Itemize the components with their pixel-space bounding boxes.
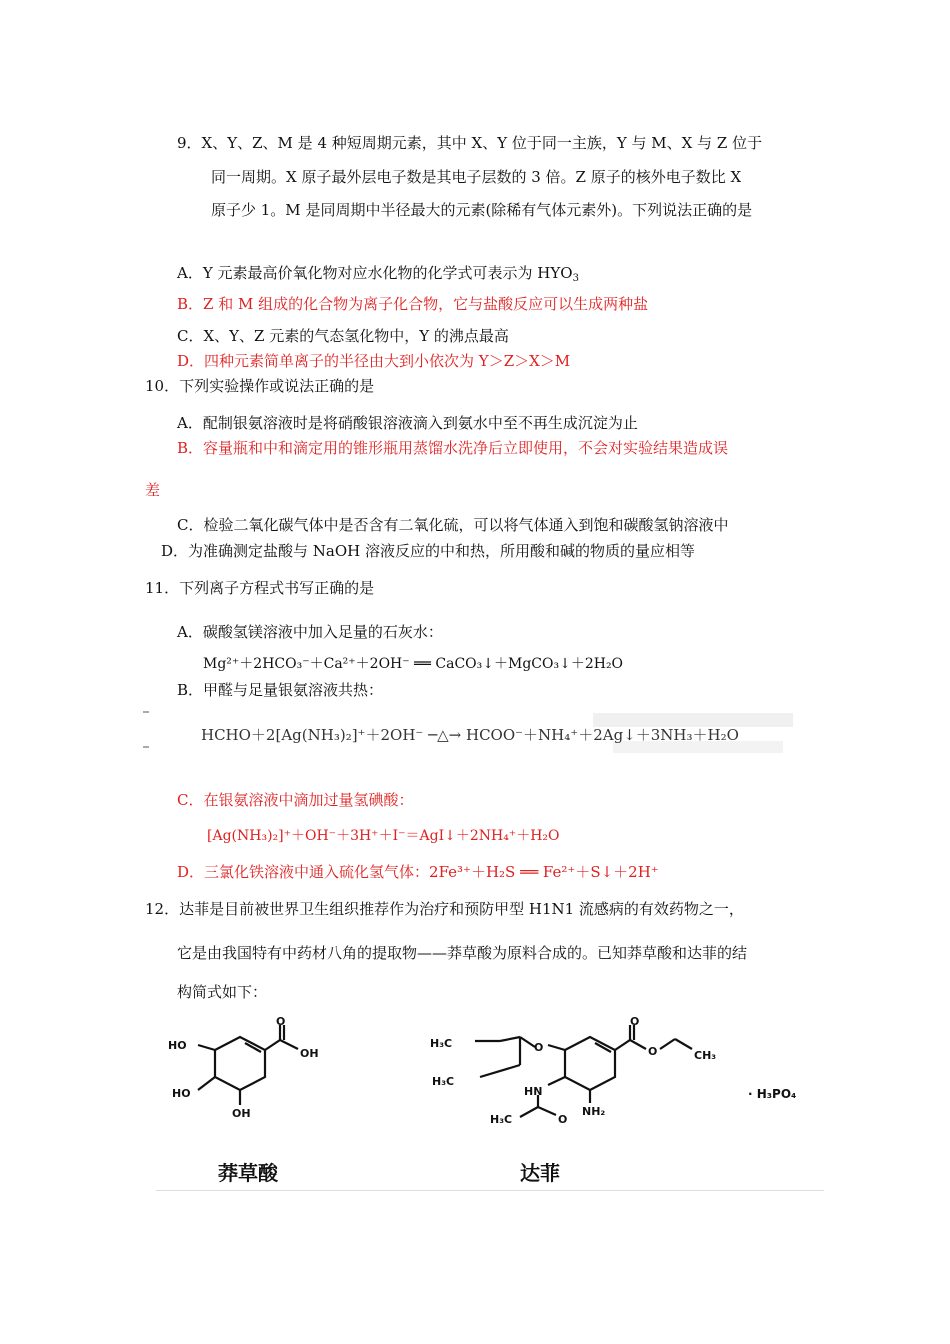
q12-stem-line3: 构简式如下： bbox=[177, 983, 268, 1001]
atom-ho-1: HO bbox=[168, 1039, 187, 1052]
q10-option-d: D．为准确测定盐酸与 NaOH 溶液反应的中和热，所用酸和碱的物质的量应相等 bbox=[161, 542, 696, 560]
atom-oh-3: OH bbox=[232, 1107, 251, 1120]
q12-stem-line2: 它是由我国特有中药材八角的提取物——莽草酸为原料合成的。已知莽草酸和达菲的结 bbox=[177, 944, 748, 962]
atom-h3c-2: H₃C bbox=[432, 1075, 455, 1088]
oseltamivir-structure bbox=[420, 1015, 720, 1135]
atom-o-carbonyl-2: O bbox=[630, 1015, 640, 1028]
q11-stem: 11．下列离子方程式书写正确的是 bbox=[145, 579, 375, 597]
oseltamivir-diagram bbox=[420, 1015, 720, 1135]
q11-option-a: A．碳酸氢镁溶液中加入足量的石灰水： bbox=[177, 623, 443, 641]
q11-option-c-equation: [Ag(NH₃)₂]⁺＋OH⁻＋3H⁺＋I⁻＝AgI↓＋2NH₄⁺＋H₂O bbox=[207, 828, 560, 844]
q9-option-c: C．X、Y、Z 元素的气态氢化物中，Y 的沸点最高 bbox=[177, 327, 509, 345]
q9-option-a-text: A．Y 元素最高价氧化物对应水化物的化学式可表示为 HYO bbox=[177, 264, 573, 282]
phosphate-salt: · H₃PO₄ bbox=[748, 1087, 797, 1101]
q11-option-b-equation-image bbox=[143, 703, 823, 763]
atom-ho-2: HO bbox=[172, 1087, 191, 1100]
atom-h3c-amide: H₃C bbox=[490, 1113, 513, 1126]
atom-h3c-1: H₃C bbox=[430, 1037, 453, 1050]
q9-option-b: B．Z 和 M 组成的化合物为离子化合物，它与盐酸反应可以生成两种盐 bbox=[177, 295, 649, 313]
q9-stem-line1: 9．X、Y、Z、M 是 4 种短周期元素，其中 X、Y 位于同一主族，Y 与 M、X 与 Z 位于 bbox=[177, 134, 763, 152]
q9-stem-line2: 同一周期。X 原子最外层电子数是其电子层数的 3 倍。Z 原子的核外电子数比 X bbox=[211, 168, 742, 186]
q12-stem-line1: 12．达菲是目前被世界卫生组织推荐作为治疗和预防甲型 H1N1 流感病的有效药物之一， bbox=[145, 900, 744, 918]
q11-option-b-equation: HCHO＋2[Ag(NH₃)₂]⁺＋2OH⁻ ─△→ HCOO⁻＋NH₄⁺＋2Ag↓＋3NH₃＋H₂O bbox=[201, 726, 739, 744]
atom-hn: HN bbox=[524, 1085, 543, 1098]
label-oseltamivir: 达菲 bbox=[520, 1161, 560, 1185]
label-shikimic-acid: 莽草酸 bbox=[218, 1161, 278, 1185]
q10-option-c: C．检验二氧化碳气体中是否含有二氧化硫，可以将气体通入到饱和碳酸氢钠溶液中 bbox=[177, 516, 729, 534]
q11-option-b: B．甲醛与足量银氨溶液共热： bbox=[177, 681, 384, 699]
atom-o-carbonyl: O bbox=[276, 1015, 286, 1028]
q9-option-a bbox=[177, 263, 579, 289]
atom-o-ether: O bbox=[534, 1041, 544, 1054]
q11-option-c: C．在银氨溶液中滴加过量氢碘酸： bbox=[177, 791, 414, 809]
q9-stem-line3: 原子少 1。M 是同周期中半径最大的元素(除稀有气体元素外)。下列说法正确的是 bbox=[211, 201, 753, 219]
q9-option-a-subscript: 3 bbox=[572, 273, 579, 284]
atom-o-ester: O bbox=[648, 1045, 658, 1058]
shikimic-acid-diagram bbox=[160, 1015, 340, 1125]
q10-option-b-line1: B．容量瓶和中和滴定用的锥形瓶用蒸馏水洗净后立即使用，不会对实验结果造成误 bbox=[177, 439, 729, 457]
q11-option-a-equation: Mg²⁺＋2HCO₃⁻＋Ca²⁺＋2OH⁻ ══ CaCO₃↓＋MgCO₃↓＋2H₂O bbox=[203, 656, 624, 672]
atom-oh-acid: OH bbox=[300, 1047, 319, 1060]
q10-option-b-line2: 差 bbox=[145, 481, 161, 499]
q10-stem: 10．下列实验操作或说法正确的是 bbox=[145, 377, 375, 395]
q10-option-a: A．配制银氨溶液时是将硝酸银溶液滴入到氨水中至不再生成沉淀为止 bbox=[177, 414, 638, 432]
q11-option-d: D．三氯化铁溶液中通入硫化氢气体：2Fe³⁺＋H₂S ══ Fe²⁺＋S↓＋2H⁺ bbox=[177, 863, 659, 881]
q9-option-d: D．四种元素简单离子的半径由大到小依次为 Y＞Z＞X＞M bbox=[177, 352, 571, 370]
atom-nh2: NH₂ bbox=[582, 1105, 606, 1118]
atom-o-amide: O bbox=[558, 1113, 568, 1126]
shikimic-acid-structure bbox=[160, 1015, 340, 1125]
scan-bottom-edge bbox=[156, 1190, 824, 1191]
atom-ch3-ester: CH₃ bbox=[694, 1049, 717, 1062]
